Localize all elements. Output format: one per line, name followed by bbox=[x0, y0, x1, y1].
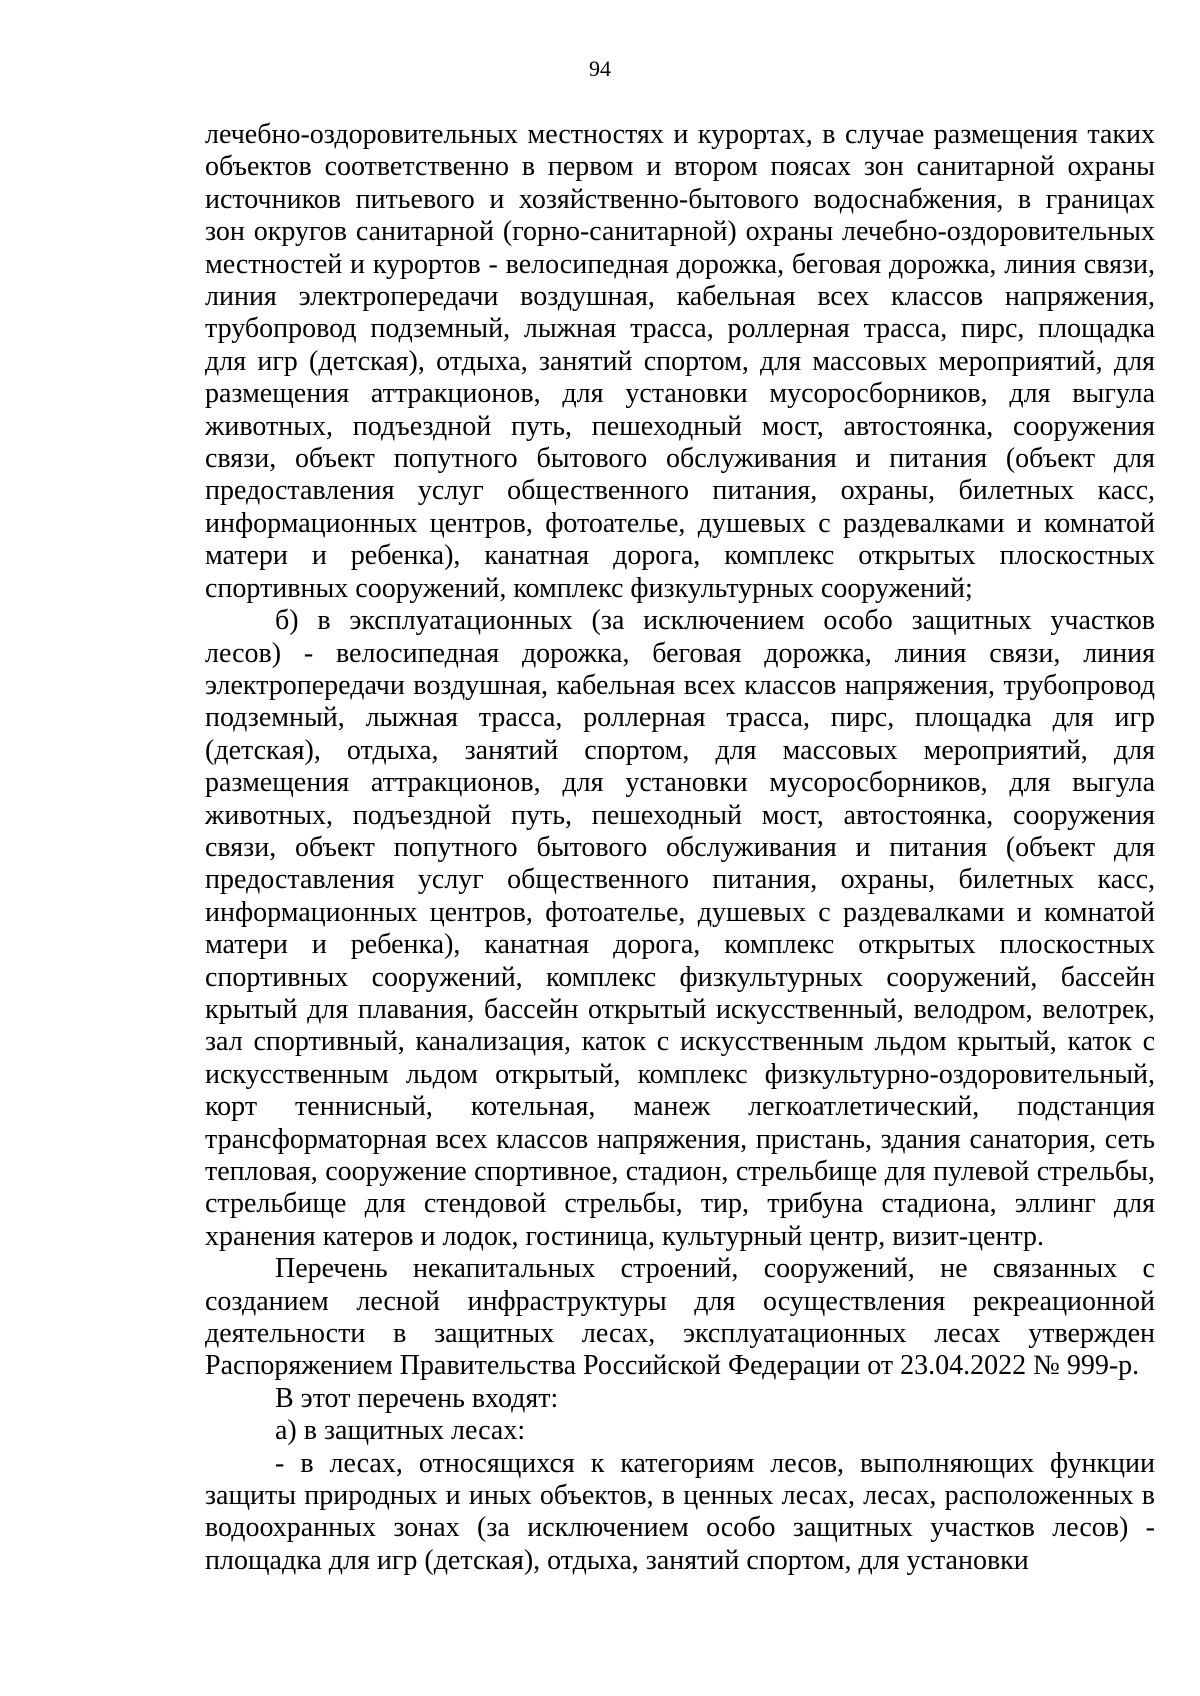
paragraph-continuation: лечебно-оздоровительных местностях и курортах, в случае размещения таких объектов соответственно в первом и втором поясах зон санитарной охраны источников питьевого и хозяйственно-бытового водоснабжения, в границах зон округов санитарной (горно-санитарной) охраны лечебно-оздоровительных местностей и курортов - велосипедная дорожка, беговая дорожка, линия связи, линия электропередачи воздушная, кабельная всех классов напряжения, трубопровод подземный, лыжная трасса, роллерная трасса, пирс, площадка для игр (детская), отдыха, занятий спортом, для массовых мероприятий, для размещения аттракционов, для установки мусоросборников, для выгула животных, подъездной путь, пешеходный мост, автостоянка, сооружения связи, объект попутного бытового обслуживания и питания (объект для предоставления услуг общественного питания, охраны, билетных касс, информационных центров, фотоателье, душевых с раздевалками и комнатой матери и ребенка), канатная дорога, комплекс открытых плоскостных спортивных сооружений, комплекс физкультурных сооружений; bbox=[205, 119, 1155, 604]
paragraph-list-intro: В этот перечень входят: bbox=[275, 1382, 559, 1414]
document-body bbox=[205, 119, 1155, 1577]
paragraph-list-approval: Перечень некапитальных строений, сооружений, не связанных с созданием лесной инфраструктуры для осуществления рекреационной деятельности в защитных лесах, эксплуатационных лесах утвержден Распоряжением Правительства Российской Федерации от 23.04.2022 № 999-р. bbox=[205, 1253, 1155, 1382]
paragraph-exploitation-forests: б) в эксплуатационных (за исключением особо защитных участков лесов) - велосипедная дорожка, беговая дорожка, линия связи, линия электропередачи воздушная, кабельная всех классов напряжения, трубопровод подземный, лыжная трасса, роллерная трасса, пирс, площадка для игр (детская), отдыха, занятий спортом, для массовых мероприятий, для размещения аттракционов, для установки мусоросборников, для выгула животных, подъездной путь, пешеходный мост, автостоянка, сооружения связи, объект попутного бытового обслуживания и питания (объект для предоставления услуг общественного питания, охраны, билетных касс, информационных центров, фотоателье, душевых с раздевалками и комнатой матери и ребенка), канатная дорога, комплекс открытых плоскостных спортивных сооружений, комплекс физкультурных сооружений, бассейн крытый для плавания, бассейн открытый искусственный, велодром, велотрек, зал спортивный, канализация, каток с искусственным льдом крытый, каток с искусственным льдом открытый, комплекс физкультурно-оздоровительный, корт теннисный, котельная, манеж легкоатлетический, подстанция трансформаторная всех классов напряжения, пристань, здания санатория, сеть тепловая, сооружение спортивное, стадион, стрельбище для пулевой стрельбы, стрельбище для стендовой стрельбы, тир, трибуна стадиона, эллинг для хранения катеров и лодок, гостиница, культурный центр, визит-центр. bbox=[205, 605, 1155, 1252]
page-number: 94 bbox=[589, 56, 611, 81]
paragraph-protective-forests: а) в защитных лесах: bbox=[275, 1415, 526, 1447]
paragraph-protective-categories: - в лесах, относящихся к категориям лесов, выполняющих функции защиты природных и иных объектов, в ценных лесах, лесах, расположенных в водоохранных зонах (за исключением особо защитных участков лесов) - площадка для игр (детская), отдыха, занятий спортом, для установки bbox=[205, 1447, 1155, 1576]
